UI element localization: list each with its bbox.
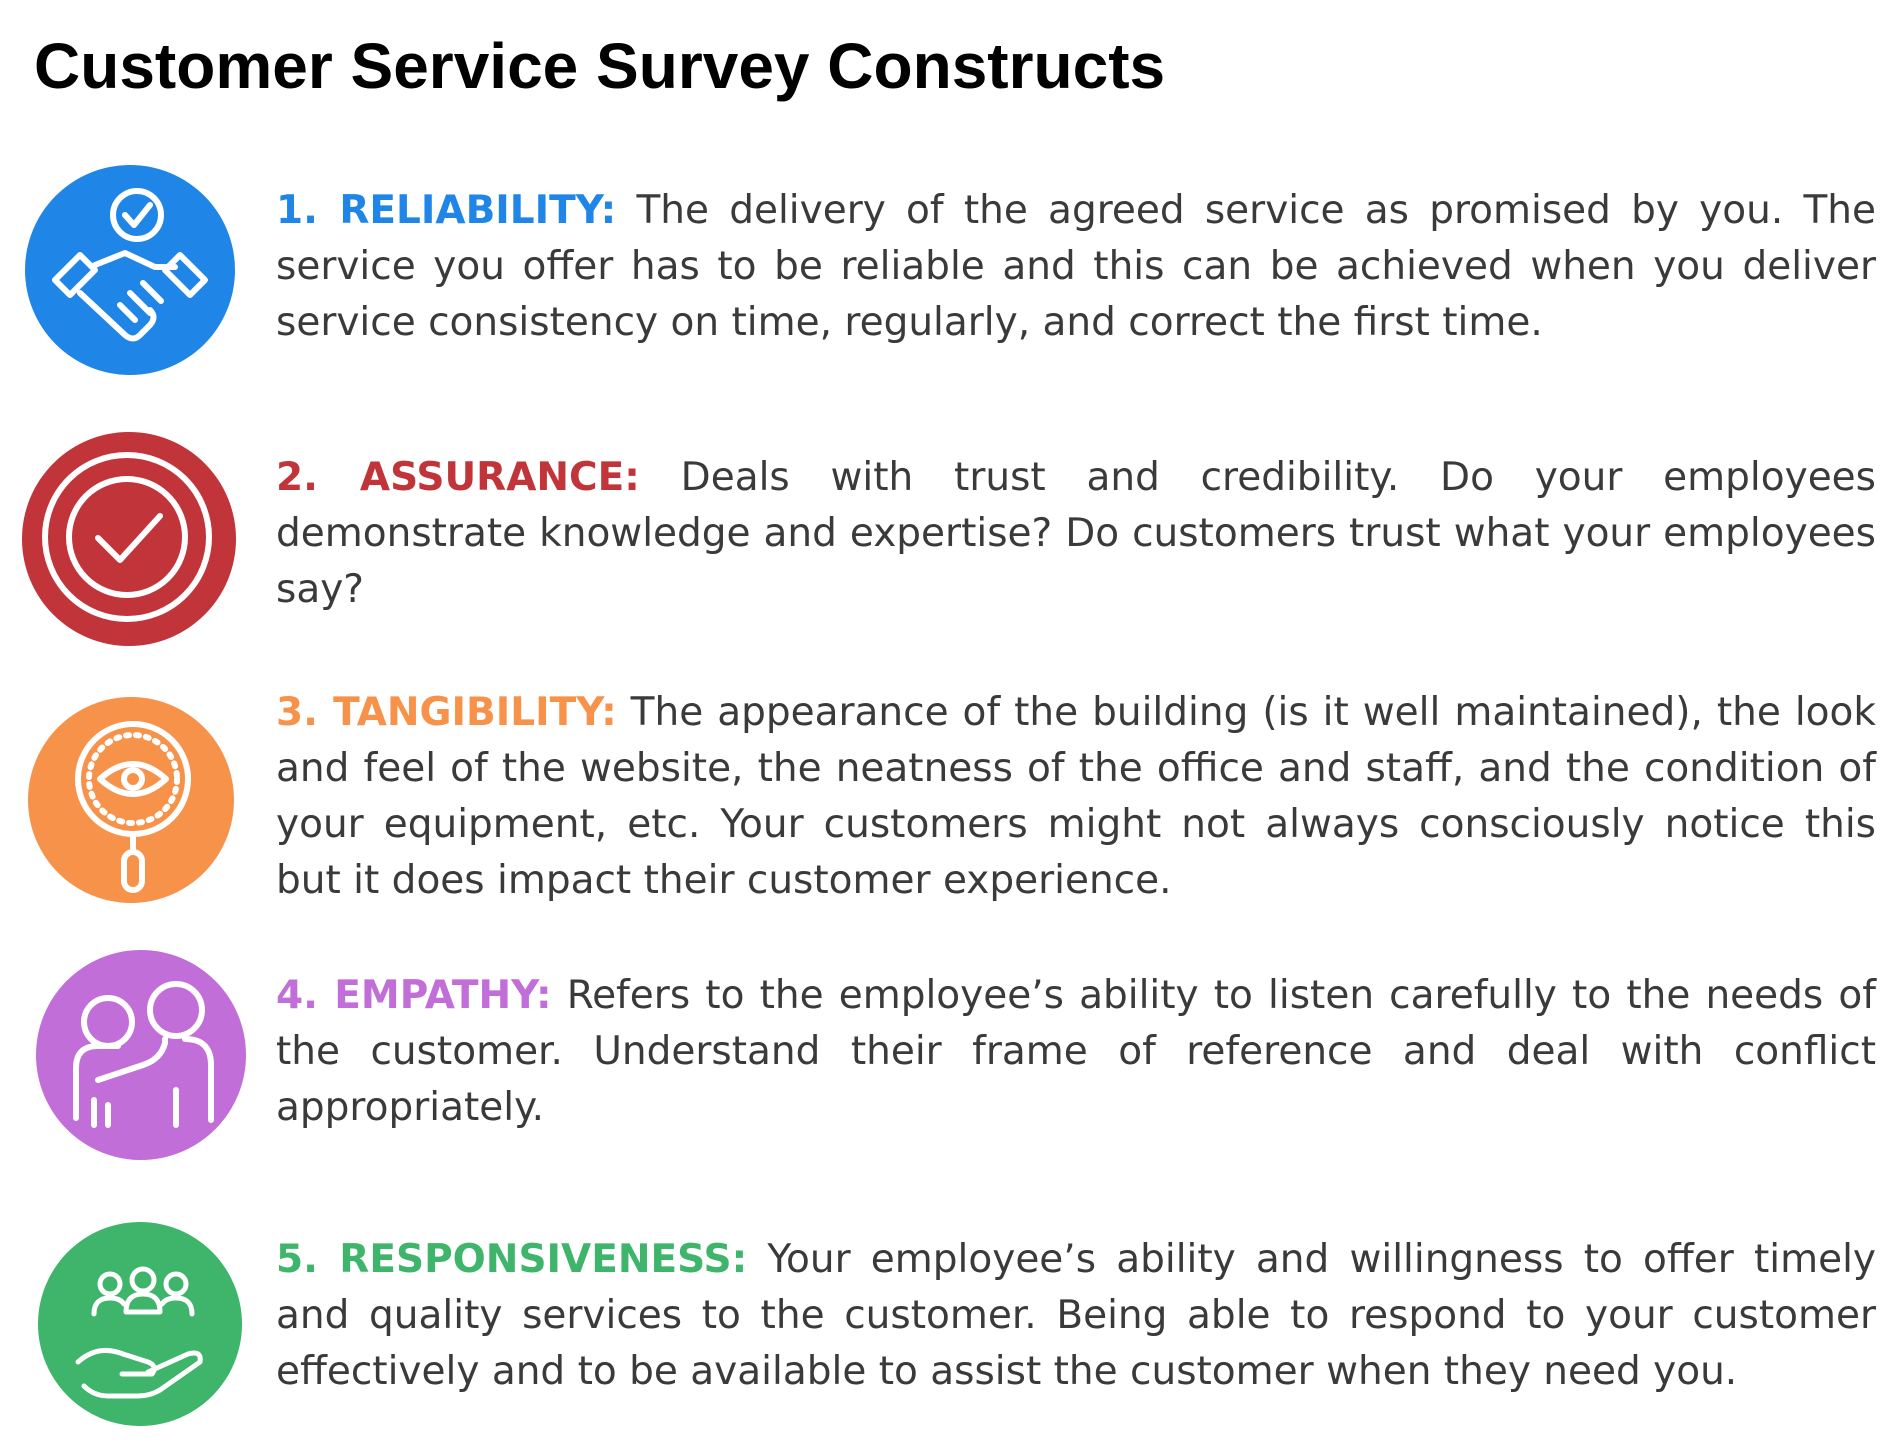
construct-heading: 1. RELIABILITY: [276, 188, 617, 233]
construct-text: The appearance of the building (is it well maintained), the look and feel of the website, the neatness of the office and staff, and the condition of your equipment, etc. Your customers might not always consciously notice this but it does impact their customer experience. [276, 690, 1876, 903]
construct-text: Your employee’s ability and willingness to offer timely and quality services to the customer. Being able to respond to your customer effectively and to be available to assist the customer when they need you. [276, 1237, 1876, 1394]
people-embrace-icon [36, 950, 246, 1160]
construct-heading: 5. RESPONSIVENESS: [276, 1237, 748, 1282]
hand-group-icon [38, 1222, 242, 1426]
construct-heading: 2. ASSURANCE: [276, 455, 640, 500]
construct-text: Deals with trust and credibility. Do your employees demonstrate knowledge and expertise? Do customers trust what your employees say? [276, 455, 1876, 612]
construct-description [276, 968, 1876, 1136]
construct-heading: 3. TANGIBILITY: [276, 690, 617, 735]
construct-description [276, 183, 1876, 351]
construct-text: Refers to the employee’s ability to listen carefully to the needs of the customer. Understand their frame of reference and deal with conflict appropriately. [276, 973, 1876, 1130]
check-badge-icon [22, 432, 236, 646]
construct-heading: 4. EMPATHY: [276, 973, 552, 1018]
construct-description [276, 450, 1876, 618]
handshake-check-icon [25, 165, 235, 375]
construct-description [276, 685, 1876, 909]
construct-description [276, 1232, 1876, 1400]
magnifier-eye-icon [28, 697, 234, 903]
page-title: Customer Service Survey Constructs [34, 30, 1166, 102]
construct-text: The delivery of the agreed service as promised by you. The service you offer has to be reliable and this can be achieved when you deliver service consistency on time, regularly, and correct the first time. [276, 188, 1876, 345]
